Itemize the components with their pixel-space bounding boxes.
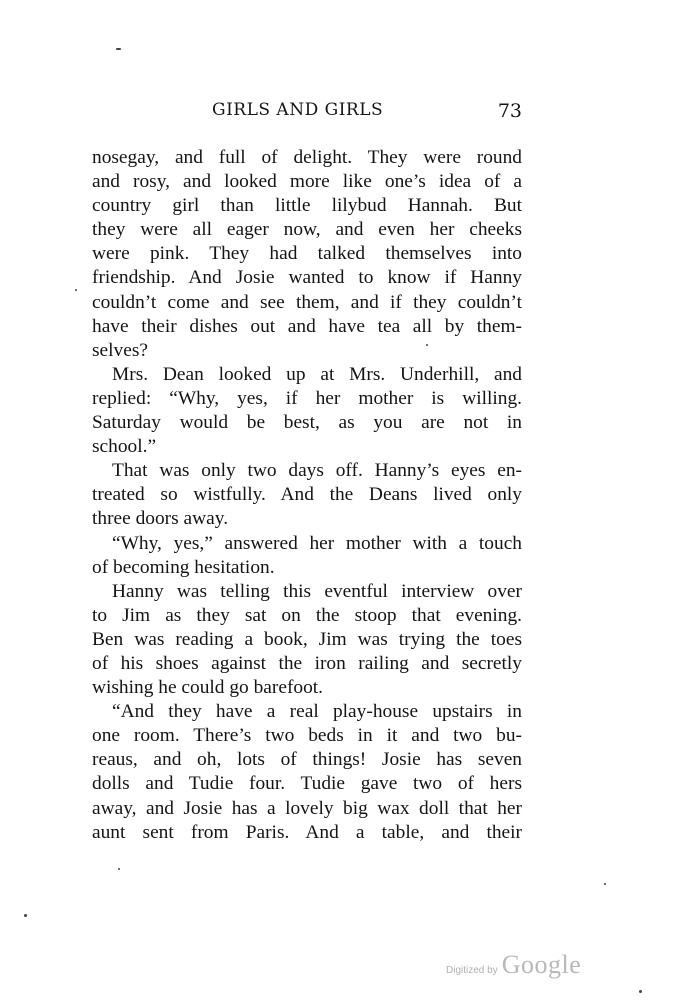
text-line: to Jim as they sat on the stoop that evening. (92, 604, 522, 626)
text-line: Ben was reading a book, Jim was trying the toes (92, 628, 522, 650)
scan-speck (118, 868, 120, 870)
text-line: Mrs. Dean looked up at Mrs. Underhill, and (112, 363, 522, 385)
scan-speck (116, 48, 121, 50)
text-line: dolls and Tudie four. Tudie gave two of hers (92, 773, 522, 795)
text-line: couldn’t come and see them, and if they couldn’t (92, 291, 522, 313)
scan-speck (426, 344, 428, 346)
text-line: wishing he could go barefoot. (92, 677, 324, 699)
text-line: “And they have a real play-house upstairs in (112, 701, 522, 723)
text-line: friendship. And Josie wanted to know if Hanny (92, 267, 522, 289)
text-line: Saturday would be best, as you are not in (92, 412, 522, 434)
text-line: country girl than little lilybud Hannah. But (92, 195, 522, 217)
text-line: and rosy, and looked more like one’s idea of a (92, 171, 522, 193)
google-logo: Google (501, 950, 582, 979)
text-line: Hanny was telling this eventful interview over (112, 580, 522, 602)
page-number: 73 (497, 100, 522, 122)
text-line: reaus, and oh, lots of things! Josie has seven (92, 749, 522, 771)
page-header (92, 96, 522, 126)
text-line: away, and Josie has a lovely big wax doll that her (92, 797, 522, 819)
text-line: aunt sent from Paris. And a table, and their (92, 821, 522, 843)
scan-speck (639, 990, 642, 993)
scan-speck (24, 914, 27, 917)
running-title: GIRLS AND GIRLS (212, 100, 384, 120)
text-line: That was only two days off. Hanny’s eyes en- (112, 460, 522, 482)
scan-speck (75, 289, 77, 291)
text-line: have their dishes out and have tea all by them- (92, 315, 522, 337)
text-line: nosegay, and full of delight. They were round (92, 147, 522, 168)
text-line: one room. There’s two beds in it and two bu- (92, 725, 522, 747)
watermark-prefix: Digitized by (446, 965, 498, 976)
text-line: “Why, yes,” answered her mother with a touch (112, 532, 522, 554)
text-line: selves? (92, 339, 148, 361)
text-line: school.” (92, 436, 157, 458)
text-line: they were all eager now, and even her cheeks (92, 219, 522, 241)
body-text (92, 146, 522, 845)
text-line: treated so wistfully. And the Deans lived only (92, 484, 522, 506)
text-line: of his shoes against the iron railing and secretly (92, 652, 522, 674)
digitized-watermark (446, 950, 581, 980)
text-line: were pink. They had talked themselves into (92, 243, 522, 265)
scan-speck (604, 883, 606, 885)
text-line: replied: “Why, yes, if her mother is willing. (92, 387, 522, 409)
text-line: three doors away. (92, 508, 229, 530)
text-line: of becoming hesitation. (92, 556, 275, 578)
